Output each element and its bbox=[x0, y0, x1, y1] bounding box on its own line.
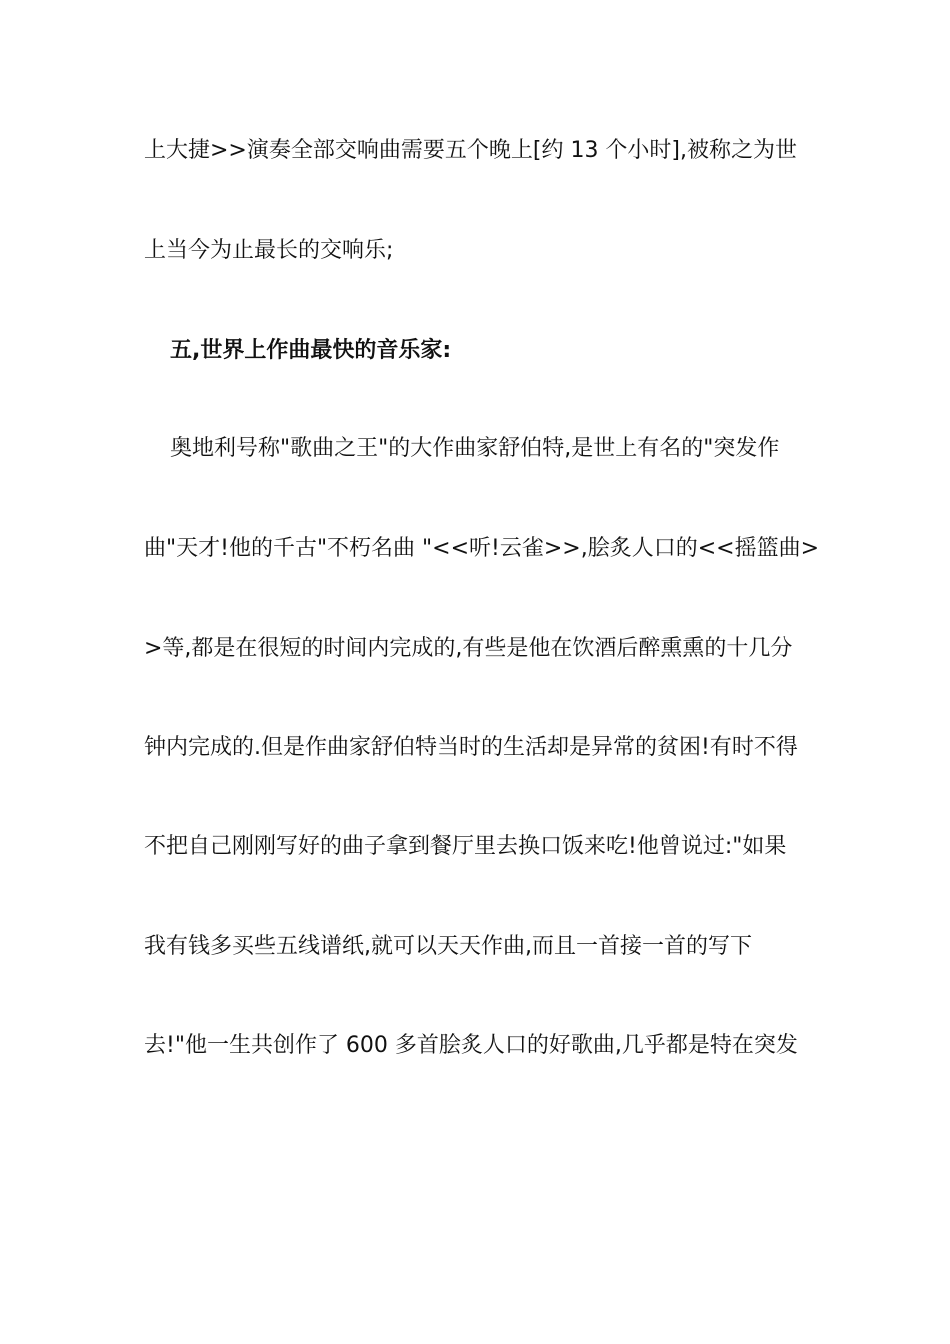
section-heading: 五,世界上作曲最快的音乐家: bbox=[170, 338, 452, 363]
text-line-6: 钟内完成的.但是作曲家舒伯特当时的生活却是异常的贫困!有时不得 bbox=[144, 735, 798, 760]
text-line-9: 去!"他一生共创作了 600 多首脍炙人口的好歌曲,几乎都是特在突发 bbox=[144, 1033, 798, 1058]
text-line-2: 上当今为止最长的交响乐; bbox=[144, 238, 394, 263]
text-line-8: 我有钱多买些五线谱纸,就可以天天作曲,而且一首接一首的写下 bbox=[144, 934, 752, 959]
text-line-5: >等,都是在很短的时间内完成的,有些是他在饮酒后醉熏熏的十几分 bbox=[144, 636, 793, 661]
text-line-4: 曲"天才!他的千古"不朽名曲 "<<听!云雀>>,脍炙人口的<<摇篮曲> bbox=[144, 536, 820, 561]
text-line-1: 上大捷>>演奏全部交响曲需要五个晚上[约 13 个小时],被称之为世 bbox=[144, 138, 798, 163]
text-line-3: 奥地利号称"歌曲之王"的大作曲家舒伯特,是世上有名的"突发作 bbox=[170, 436, 780, 461]
text-line-7: 不把自己刚刚写好的曲子拿到餐厅里去换口饭来吃!他曾说过:"如果 bbox=[144, 834, 787, 859]
